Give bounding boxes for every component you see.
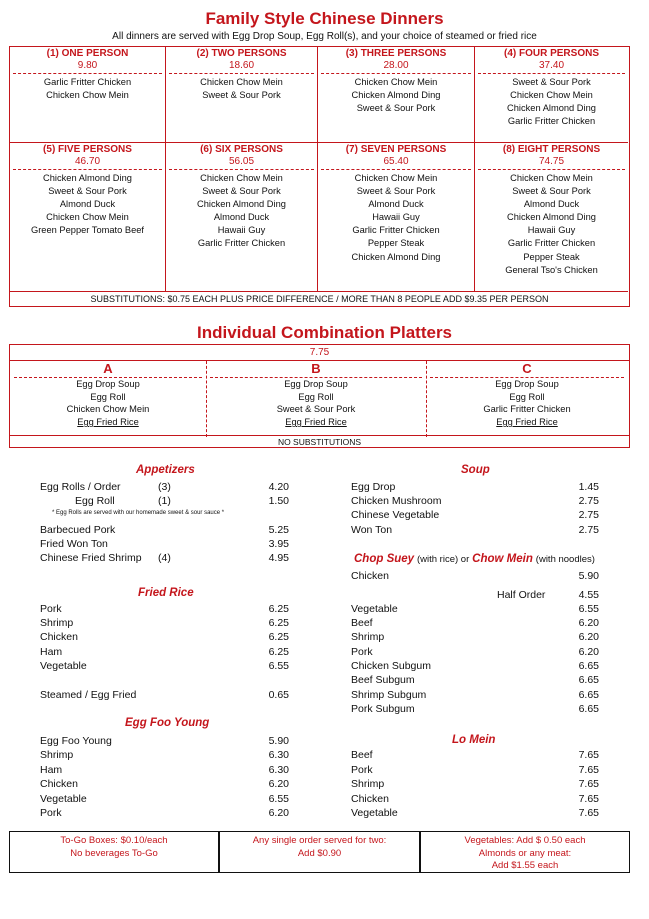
menu-item-price: 1.45 [578,481,599,493]
menu-item-name: Chinese Fried Shrimp [40,552,142,564]
package-label: (8) EIGHT PERSONS [502,144,601,155]
package-item: Chicken Chow Mein [200,77,283,87]
package-item: Chicken Chow Mein [46,212,129,223]
menu-item-qty: (3) [158,481,171,493]
menu-item-price: 7.65 [578,749,599,761]
platter-item: Egg Fried Rice [77,417,139,428]
chow-mein-title: Chow Mein [472,553,533,565]
menu-item-name: Chicken Mushroom [351,495,442,507]
menu-item-name: Vegetable [351,603,398,615]
platter-b [206,361,426,437]
package-price: 18.60 [169,60,314,74]
soup-title: Soup [461,464,490,476]
package-item: Chicken Almond Ding [351,90,441,101]
menu-item-name: Pork Subgum [351,703,415,715]
menu-item-price: 6.30 [268,764,289,776]
menu-item-price: 6.55 [268,660,289,672]
package-item: Sweet & Sour Pork [512,77,591,87]
menu-item-price: 5.90 [578,570,599,582]
menu-item-name: Shrimp [351,778,385,790]
platter-item: Chicken Chow Mein [66,404,150,415]
package-price: 65.40 [321,156,471,170]
menu-item-price: 5.25 [268,524,289,536]
platter-item: Egg Drop Soup [284,379,348,389]
package-item: Sweet & Sour Pork [356,186,436,197]
package-label: (2) TWO PERSONS [196,48,287,59]
menu-item-price: 6.55 [578,603,599,615]
menu-item-name: Egg Rolls / Order [40,481,121,493]
platter-item: Egg Drop Soup [76,379,140,389]
platter-item: Egg Fried Rice [496,417,558,428]
menu-item-qty: (1) [158,495,171,507]
platter-item: Egg Roll [509,391,545,402]
package-item: Chicken Almond Ding [351,251,441,262]
platter-item: Egg Roll [298,391,334,402]
menu-item-price: 6.25 [268,646,289,658]
package-price: 28.00 [321,60,471,74]
package-label: (4) FOUR PERSONS [503,48,599,59]
family-package [166,47,318,143]
menu-item-name: Vegetable [40,793,87,805]
menu-item-price: 7.65 [578,778,599,790]
package-item: General Tso's Chicken [505,264,598,275]
family-footer: SUBSTITUTIONS: $0.75 EACH PLUS PRICE DIFFERENCE / MORE THAN 8 PEOPLE ADD $9.35 PER PERSON [90,294,549,304]
chop-suey-heading [354,552,595,567]
package-label: (3) THREE PERSONS [345,48,447,59]
package-price: 46.70 [13,156,162,170]
package-item: Sweet & Sour Pork [356,103,436,114]
footer-addons-box [420,831,630,873]
package-item: Almond Duck [213,212,270,223]
fried-rice-title: Fried Rice [138,587,194,599]
menu-item-name: Vegetable [40,660,87,672]
package-item: Pepper Steak [523,251,580,262]
package-item: Garlic Fritter Chicken [43,77,132,87]
menu-item-name: Chinese Vegetable [351,509,440,521]
menu-item-name: Fried Won Ton [40,538,108,550]
menu-item-name: Chicken [40,778,78,790]
menu-item-price: 2.75 [578,509,599,521]
menu-item-price: 7.65 [578,793,599,805]
package-label: (6) SIX PERSONS [200,144,283,155]
package-item: Chicken Chow Mein [354,173,438,183]
platter-item: Egg Drop Soup [495,379,559,389]
appetizer-note: * Egg Rolls are served with our homemade sweet & sour sauce * [52,510,225,516]
menu-item-name: Egg Roll [75,495,115,507]
menu-item-price: 6.55 [268,793,289,805]
menu-item-price: 6.20 [268,778,289,790]
individual-title: Individual Combination Platters [196,323,453,342]
package-price: 37.40 [478,60,625,74]
menu-item-name: Beef Subgum [351,674,415,686]
package-item: Hawaii Guy [372,212,420,223]
menu-item-price: 7.65 [578,807,599,819]
menu-item-qty: (4) [158,552,171,564]
menu-item-name: Ham [40,646,63,658]
footer-line: To-Go Boxes: $0.10/each [60,835,168,846]
package-item: Almond Duck [523,199,580,210]
menu-item-name: Shrimp [40,749,74,761]
package-item: Hawaii Guy [217,225,266,236]
menu-item-price: 2.75 [578,495,599,507]
menu-item-name: Pork [351,646,373,658]
footer-line: Add $1.55 each [491,860,559,871]
package-item: Almond Duck [368,199,424,210]
menu-item-name: Steamed / Egg Fried [40,689,137,701]
menu-item-name: Shrimp [351,631,385,643]
menu-item-name: Barbecued Pork [40,524,116,536]
menu-item-price: 6.65 [578,674,599,686]
menu-item-name: Pork [351,764,373,776]
menu-item-price: 1.50 [268,495,289,507]
menu-item-price: 4.95 [268,552,289,564]
menu-item-name: Chicken Subgum [351,660,431,672]
menu-item-name: Chicken [40,631,78,643]
platter-item: Sweet & Sour Pork [276,404,356,415]
platter-item: Egg Fried Rice [285,417,347,428]
platter-a [10,361,206,437]
footer-share-box [219,831,420,873]
footer-line: Any single order served for two: [252,835,387,846]
menu-item-name: Pork [40,603,62,615]
chow-mein-sub: (with noodles) [535,554,595,565]
menu-item-name: Egg Foo Young [40,735,112,747]
menu-item-name: Ham [40,764,63,776]
package-price: 74.75 [478,156,625,170]
menu-item-price: 6.25 [268,603,289,615]
menu-item-price: 7.65 [578,764,599,776]
package-item: Garlic Fritter Chicken [197,238,286,249]
package-item: Chicken Almond Ding [507,212,596,223]
family-package [318,47,475,143]
package-item: Garlic Fritter Chicken [507,116,596,127]
package-item: Chicken Chow Mein [46,90,129,101]
family-subtitle: All dinners are served with Egg Drop Soup, Egg Roll(s), and your choice of steamed or fried rice [112,31,537,42]
package-item: Pepper Steak [367,238,425,249]
menu-item-name: Pork [40,807,62,819]
package-item: Garlic Fritter Chicken [507,238,596,249]
menu-item-price: 6.65 [578,689,599,701]
menu-item-price: 6.20 [578,646,599,658]
individual-price: 7.75 [10,345,629,361]
platter-letter: A [14,361,202,378]
menu-item-price: 6.20 [268,807,289,819]
family-package [318,143,475,292]
platter-c [426,361,628,437]
individual-box [9,344,630,448]
platter-letter: C [430,361,624,378]
package-label: (7) SEVEN PERSONS [345,144,447,155]
package-item: Chicken Almond Ding [43,173,132,183]
menu-item-price: 4.55 [578,589,599,601]
menu-item-price: 0.65 [268,689,289,701]
family-package [475,143,628,292]
menu-item-name: Shrimp Subgum [351,689,427,701]
family-package [10,143,166,292]
footer-line: No beverages To-Go [70,847,158,859]
family-package [10,47,166,143]
package-item: Garlic Fritter Chicken [352,225,440,236]
footer-line: Add $0.90 [297,847,342,859]
family-package [166,143,318,292]
package-item: Chicken Almond Ding [197,199,286,210]
package-price: 56.05 [169,156,314,170]
menu-item-price: 6.65 [578,660,599,672]
menu-item-name: Beef [351,617,373,629]
package-item: Chicken Chow Mein [200,173,283,183]
menu-item-name: Won Ton [351,524,393,536]
package-item: Green Pepper Tomato Beef [30,225,144,236]
package-item: Hawaii Guy [527,225,576,236]
chop-suey-title: Chop Suey [354,553,415,565]
egg-foo-young-title: Egg Foo Young [125,717,210,729]
menu-item-price: 6.20 [578,617,599,629]
menu-item-price: 2.75 [578,524,599,536]
menu-item-price: 6.20 [578,631,599,643]
package-item: Sweet & Sour Pork [202,90,281,101]
package-item: Chicken Chow Mein [510,173,593,183]
menu-item-price: 3.95 [268,538,289,550]
family-title: Family Style Chinese Dinners [205,9,444,28]
package-item: Chicken Almond Ding [507,103,596,114]
individual-footer: NO SUBSTITUTIONS [10,435,629,448]
menu-item-price: 6.65 [578,703,599,715]
package-label: (5) FIVE PERSONS [43,144,132,155]
platter-letter: B [210,361,422,378]
menu-item-price: 6.30 [268,749,289,761]
footer-togo-box [9,831,219,873]
menu-item-price: 6.25 [268,617,289,629]
package-item: Chicken Chow Mein [354,77,438,87]
footer-line: Vegetables: Add $ 0.50 each [464,835,586,846]
menu-item-name: Egg Drop [351,481,396,493]
menu-item-name: Shrimp [40,617,74,629]
chop-suey-sub: (with rice) or [416,554,470,565]
menu-item-price: 4.20 [268,481,289,493]
menu-item-name: Vegetable [351,807,398,819]
package-item: Sweet & Sour Pork [512,186,591,197]
menu-item-name: Chicken [351,570,389,582]
package-item: Sweet & Sour Pork [202,186,281,197]
menu-item-price: 5.90 [268,735,289,747]
menu-item-name: Half Order [497,589,546,601]
menu-item-name: Chicken [351,793,389,805]
package-item: Chicken Chow Mein [510,90,593,101]
family-grid [9,46,630,307]
menu-item-price: 6.25 [268,631,289,643]
appetizers-title: Appetizers [136,464,195,476]
package-label: (1) ONE PERSON [46,48,129,59]
package-item: Sweet & Sour Pork [48,186,127,197]
platter-item: Egg Roll [90,391,126,402]
lo-mein-title: Lo Mein [452,734,496,746]
footer-line: Almonds or any meat: [478,847,572,859]
family-package [475,47,628,143]
package-price: 9.80 [13,60,162,74]
platter-item: Garlic Fritter Chicken [483,404,571,415]
package-item: Almond Duck [59,199,116,210]
menu-item-name: Beef [351,749,373,761]
